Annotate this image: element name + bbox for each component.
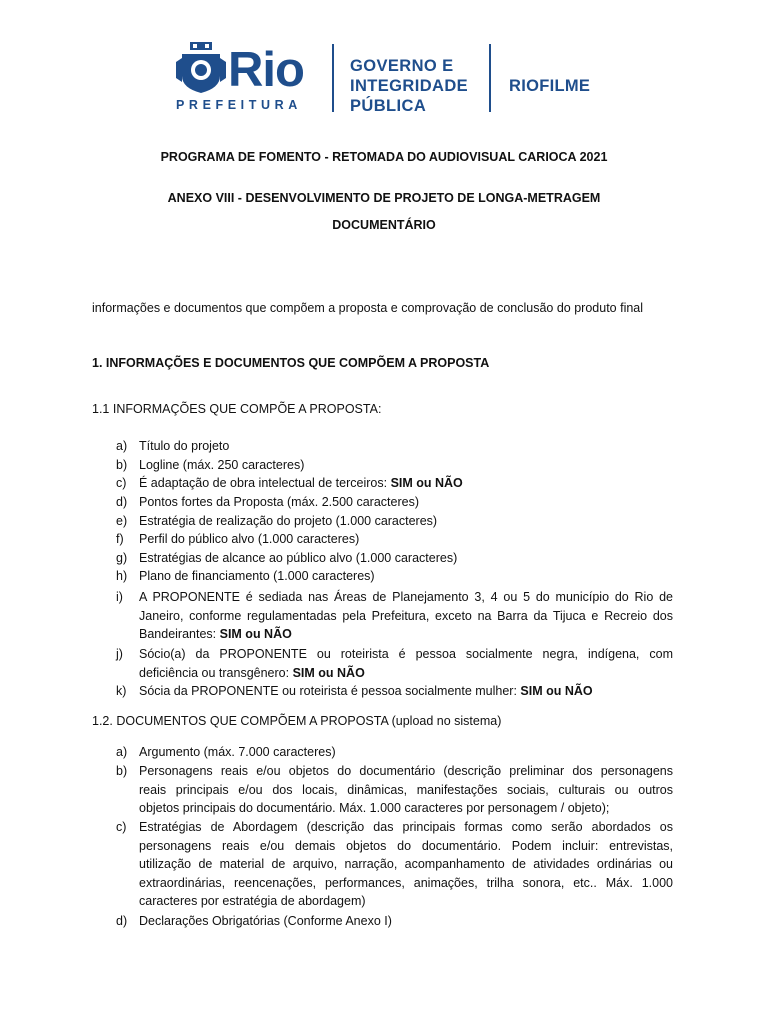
logo-rio-wordmark: Rio [228, 43, 304, 97]
list-item: Sócio(a) da PROPONENTE ou roteirista é pessoa socialmente negra, indígena, com deficiência ou transgênero: SIM ou NÃO [139, 647, 673, 680]
intro-text: informações e documentos que compõem a proposta e comprovação de conclusão do produto final [92, 301, 644, 315]
doc-annex-title: ANEXO VIII - DESENVOLVIMENTO DE PROJETO DE LONGA-METRAGEM [167, 191, 601, 205]
subsection-heading: 1.1 INFORMAÇÕES QUE COMPÕE A PROPOSTA: [92, 402, 382, 416]
logo-governo [350, 56, 468, 116]
document-header [0, 0, 768, 130]
gov-line-3: PÚBLICA [350, 97, 427, 115]
list-item-label: c) [116, 820, 127, 834]
list-item-label: d) [116, 495, 128, 509]
list-item-label: g) [116, 551, 128, 565]
gov-line-1: GOVERNO E [350, 57, 454, 75]
list-item: Argumento (máx. 7.000 caracteres) [139, 745, 336, 759]
list-item: Sócia da PROPONENTE ou roteirista é pessoa socialmente mulher: SIM ou NÃO [139, 684, 593, 698]
list-item: Pontos fortes da Proposta (máx. 2.500 caracteres) [139, 495, 419, 509]
list-item-label: a) [116, 745, 128, 759]
list-item-label: k) [116, 684, 127, 698]
list-item-label: c) [116, 476, 127, 490]
list-item: Estratégias de Abordagem (descrição das principais formas como serão abordados os personagens reais e/ou demais objetos do documentário. Podem incluir: entrevistas, utilização de material de arquivo, narração, acompanhamento de atividades ordinárias ou extraordinárias, reencenações, performances, animações, trilha sonora, etc.. Máx. 1.000 caracteres por estratégia de abordagem) [139, 820, 673, 908]
logo-prefeitura: PREFEITURA [176, 98, 302, 112]
doc-title: PROGRAMA DE FOMENTO - RETOMADA DO AUDIOVISUAL CARIOCA 2021 [160, 150, 608, 164]
logo-riofilme: RIOFILME [509, 77, 591, 95]
doc-subtitle: DOCUMENTÁRIO [332, 218, 436, 232]
gov-line-2: INTEGRIDADE [350, 77, 469, 95]
list-item: Estratégia de realização do projeto (1.000 caracteres) [139, 514, 438, 528]
list-item: Plano de financiamento (1.000 caracteres) [139, 569, 375, 583]
list-item: A PROPONENTE é sediada nas Áreas de Planejamento 3, 4 ou 5 do município do Rio de Janeiro, conforme regulamentadas pela Prefeitura, exceto na Barra da Tijuca e Recreio dos Bandeirantes: SIM ou NÃO [139, 590, 673, 641]
list-item: É adaptação de obra intelectual de terceiros: SIM ou NÃO [139, 476, 463, 490]
subsection-heading: 1.2. DOCUMENTOS QUE COMPÕEM A PROPOSTA (upload no sistema) [92, 714, 502, 728]
header-divider [332, 44, 334, 112]
list-item: Declarações Obrigatórias (Conforme Anexo I) [139, 914, 392, 928]
list-item-label: b) [116, 458, 128, 472]
list-item-label: j) [116, 647, 123, 661]
list-item-label: i) [116, 590, 123, 604]
list-item-label: e) [116, 514, 128, 528]
list-item: Personagens reais e/ou objetos do documentário (descrição preliminar dos personagens reais principais e/ou dos locais, dinâmicas, manifestações sociais, culturais ou outros objetos principais do documentário. Máx. 1.000 caracteres por personagem / objeto); [139, 764, 673, 815]
list-item-label: h) [116, 569, 128, 583]
list-item-label: b) [116, 764, 128, 778]
header-divider [489, 44, 491, 112]
list-item: Logline (máx. 250 caracteres) [139, 458, 305, 472]
list-item-label: a) [116, 439, 128, 453]
list-item: Perfil do público alvo (1.000 caracteres) [139, 532, 360, 546]
list-item-label: d) [116, 914, 128, 928]
section-heading: 1. INFORMAÇÕES E DOCUMENTOS QUE COMPÕEM A PROPOSTA [92, 356, 490, 370]
list-item: Título do projeto [139, 439, 230, 453]
list-item-label: f) [116, 532, 124, 546]
list-item: Estratégias de alcance ao público alvo (1.000 caracteres) [139, 551, 458, 565]
rio-crest-icon [176, 42, 226, 94]
